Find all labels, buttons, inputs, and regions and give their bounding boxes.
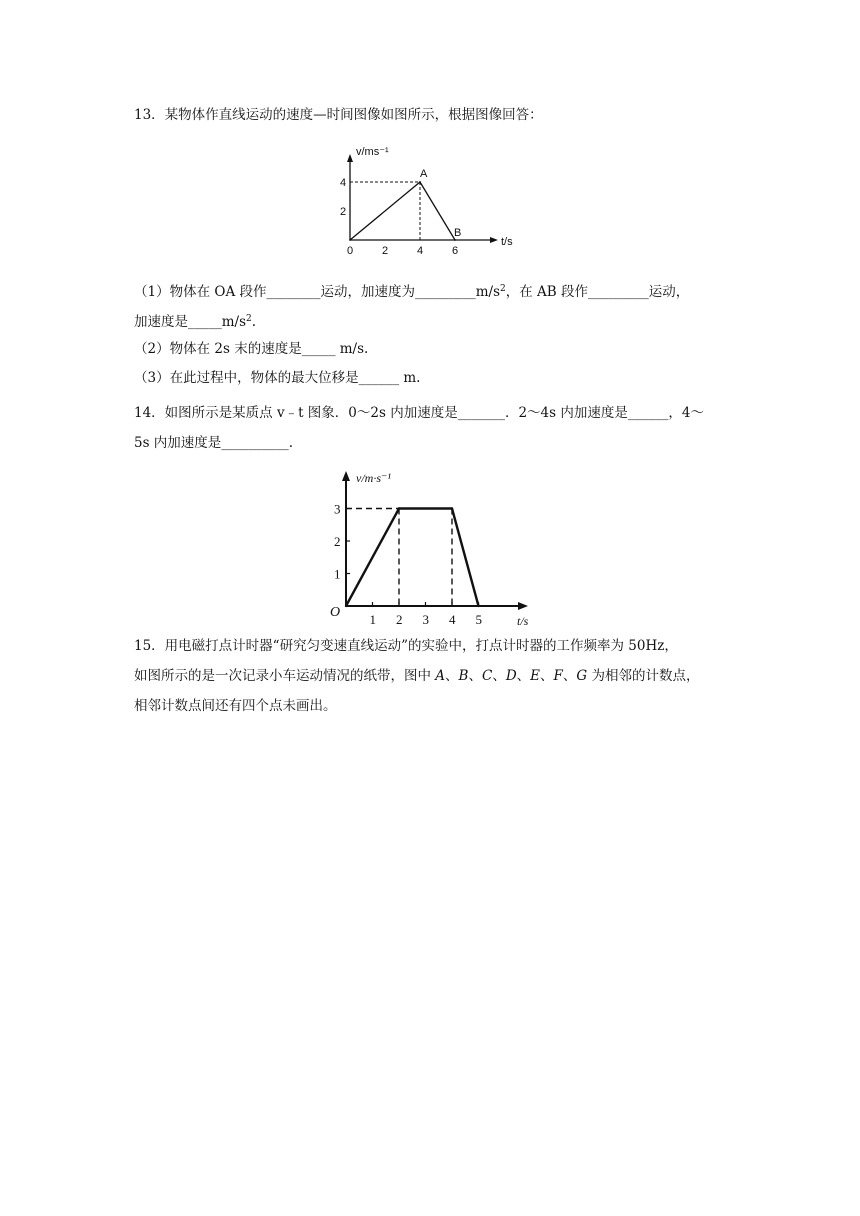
q14-line1: 14．如图所示是某质点 v﹣t 图象．0～2s 内加速度是_______．2～4s 内加速度是______，4～ [134,405,704,421]
counting-point-letters [435,668,587,684]
q13-vt-graph [330,140,513,260]
data-point [349,239,351,241]
x-axis-arrow [490,237,498,243]
y-axis-label: v/m·s⁻¹ [356,471,391,485]
q14-line2: 5s 内加速度是__________. [134,435,294,451]
x-tick-label-2: 2 [382,245,389,257]
separator: 、 [445,668,459,684]
point-letter-B: B [458,668,469,684]
y-tick-label-1: 1 [334,566,341,582]
point-label-B: B [454,227,462,239]
point-letter-C: C [481,668,493,684]
q13-part1-line1: （1）物体在 OA 段作________运动，加速度为$\_\_\_\_\_\_\_\_\_m/s^2$，在 AB 段作_________运动， [134,284,690,300]
x-axis-arrow [518,602,528,610]
data-point [451,507,453,509]
y-axis-arrow [347,154,353,162]
y-axis-arrow [342,471,350,481]
q13-part3: （3）在此过程中，物体的最大位移是______ m. [134,370,421,386]
y-axis-label: v/ms⁻¹ [356,146,389,158]
q13-stem: 13．某物体作直线运动的速度—时间图像如图所示，根据图像回答： [134,107,543,123]
data-point [398,507,400,509]
x-axis-label: t/s [501,236,513,248]
data-point [477,605,479,607]
q14-vt-graph [322,462,542,632]
x-tick-label-1: 1 [369,612,376,627]
x-tick-label-0: 0 [347,245,354,257]
separator: 、 [540,668,554,684]
x-tick-label-2: 2 [396,612,403,627]
y-tick-label-3: 3 [334,501,341,517]
origin-label: O [330,605,341,620]
data-point [345,605,347,607]
y-tick-label-2: 2 [334,534,341,549]
series-line [350,182,455,240]
q13-part1-line2: 加速度是$\_\_\_\_\_m/s^2$. [134,314,257,330]
point-label-A: A [420,168,428,180]
data-point [419,181,421,183]
x-axis-label: t/s [517,614,529,628]
q15-line1: 15．用电磁打点计时器“研究匀变速直线运动”的实验中，打点计时器的工作频率为 50Hz， [134,638,678,654]
separator: 、 [516,668,531,684]
x-tick-label-4: 4 [417,245,424,257]
x-tick-label-3: 3 [422,612,429,627]
q13-part2: （2）物体在 2s 末的速度是_____ m/s. [134,341,369,357]
y-tick-label-2: 2 [340,206,347,218]
point-letter-A: A [435,668,446,684]
separator: 、 [492,668,506,684]
point-letter-G: G [576,668,588,684]
x-tick-label-6: 6 [452,245,459,257]
point-letter-D: D [505,668,517,684]
x-tick-label-5: 5 [475,612,482,627]
x-tick-label-4: 4 [449,612,456,627]
separator: 、 [562,668,577,684]
data-point [454,239,456,241]
q15-line2: 如图所示的是一次记录小车运动情况的纸带，图中 A、B、C、D、E、F、G 为相邻的计数点， [134,668,700,684]
separator: 、 [468,668,482,684]
q15-line3: 相邻计数点间还有四个点未画出。 [134,698,337,714]
point-letter-E: E [530,668,540,684]
series-line [346,509,479,607]
point-letter-F: F [553,668,563,684]
y-tick-label-4: 4 [340,177,347,189]
